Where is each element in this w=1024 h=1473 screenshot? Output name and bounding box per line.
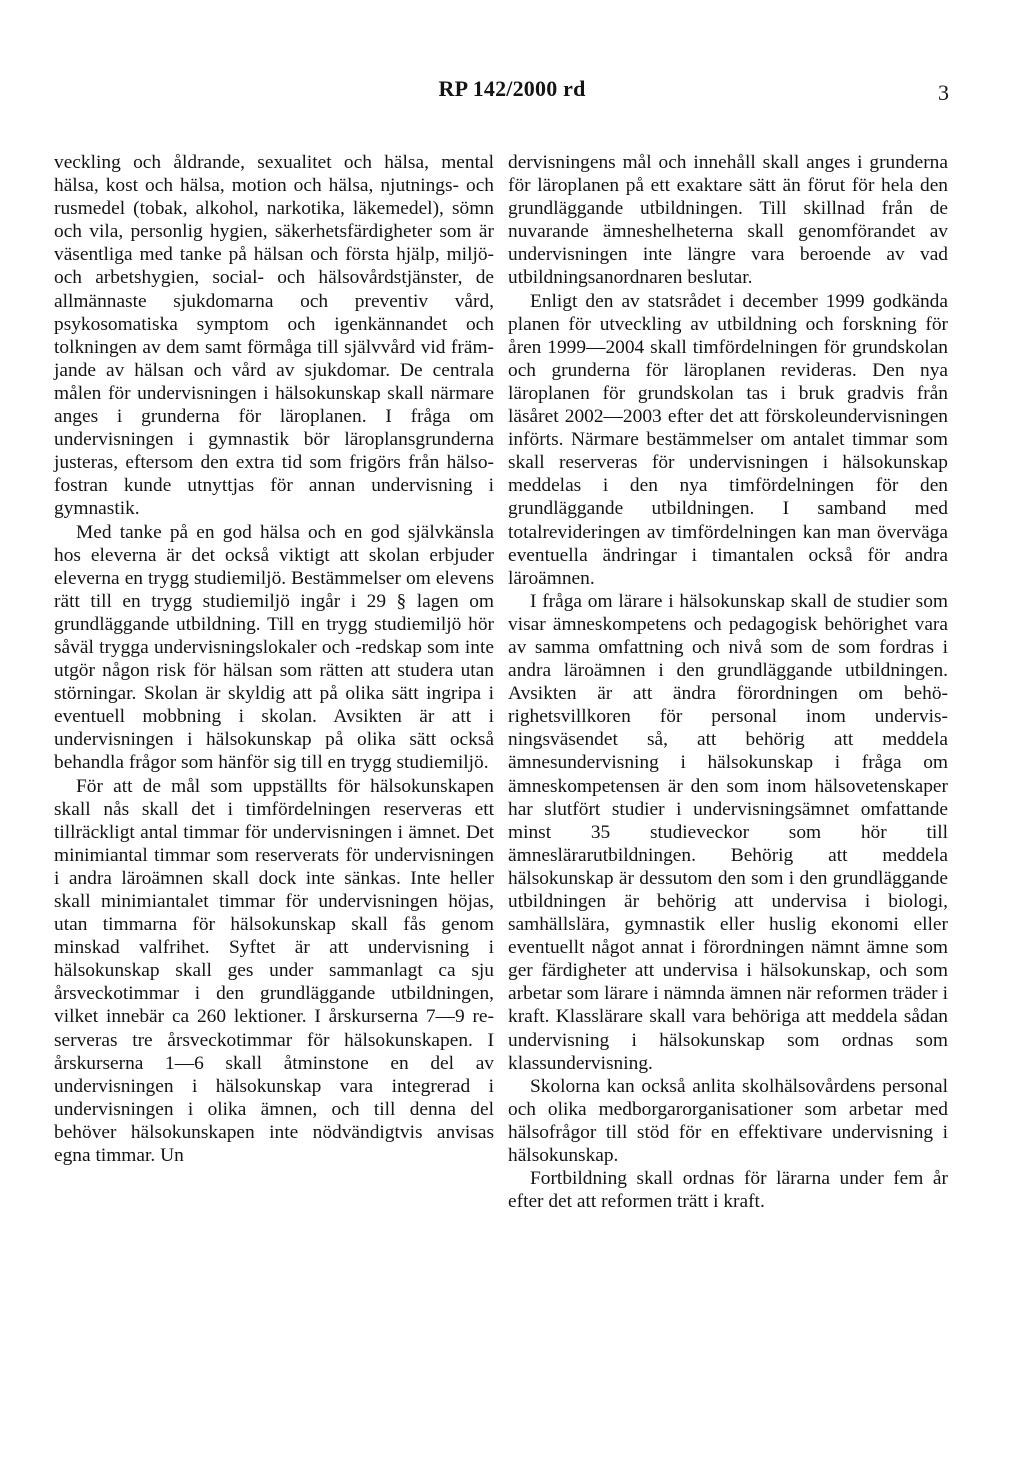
page-header: [0, 70, 1024, 110]
paragraph: Fortbildning skall ordnas för lärarna under fem år efter det att reformen trätt i kraft.: [508, 1168, 948, 1213]
paragraph: I fråga om lärare i hälsokunskap skall de studier som visar ämneskompetens och pedagogisk behörighet vara av samma omfattning och nivå som de som fordras i andra läroämnen i den grundläggande utbildningen. Avsikten är att ändra förordningen om behörighetsvillkoren för personal inom undervisningsväsendet så, att behörig att meddela ämnesundervisning i hälsokunskap i fråga om ämneskompetensen är den som inom hälsovetenskaper har slutfört studier i undervisningsämnet omfattande minst 35 studieveckor som hör till ämneslärarutbildningen. Behörig att meddela hälsokunskap är dessutom den som i den grundläggande utbildningen är behörig att undervisa i biologi, samhällslära, gymnastik eller huslig ekonomi eller eventuellt något annat i förordningen nämnt ämne som ger färdigheter att undervisa i hälsokunskap, och som arbetar som lärare i nämnda ämnen när reformen träder i kraft. Klasslärare skall vara behöriga att meddela sådan undervisning i hälsokunskap som ordnas som klassundervisning.: [508, 590, 948, 1074]
left-column: [54, 151, 494, 1167]
paragraph: För att de mål som uppställts för hälsokunskapen skall nås skall det i timfördelningen reserveras ett tillräckligt antal timmar för undervisningen i ämnet. Det minimiantal timmar som reserverats för undervisningen i andra läroämnen skall dock inte sänkas. Inte heller skall minimiantalet timmar för undervisningen höjas, utan timmarna för hälsokunskap skall fås genom minskad valfrihet. Syftet är att undervisning i hälsokunskap skall ges under sammanlagt ca sju årsveckotimmar i den grundläggande utbildningen, vilket innebär ca 260 lektioner. I årskurserna 7—9 reserveras tre årsveckotimmar för hälsokunskapen. I årskurserna 1—6 skall åtminstone en del av undervisningen i hälsokunskap vara integrerad i undervisningen i olika ämnen, och till denna del behöver hälsokunskapen inte nödvändigtvis anvisas egna timmar. Un: [54, 775, 494, 1167]
paragraph: Enligt den av statsrådet i december 1999 godkända planen för utveckling av utbildning och forskning för åren 1999—2004 skall timfördelningen för grundskolan och grunderna för läroplanen revideras. Den nya läroplanen för grundskolan tas i bruk gradvis från läsåret 2002—2003 efter det att förskoleundervisningen införts. Närmare bestämmelser om antalet timmar som skall reserveras för undervisningen i hälsokunskap meddelas i den nya timfördelningen för den grundläggande utbildningen. I samband med totalrevideringen av timfördelningen kan man överväga eventuella ändringar i timantalen också för andra läroämnen.: [508, 290, 948, 589]
paragraph-continuation: dervisningens mål och innehåll skall anges i grunderna för läroplanen på ett exaktare sätt än förut för hela den grundläggande utbildningen. Till skillnad från de nuvarande ämneshelheterna skall genomförandet av undervisningen inte längre vara beroende av vad utbildningsanordnaren beslutar.: [508, 152, 948, 289]
paragraph: Med tanke på en god hälsa och en god självkänsla hos eleverna är det också viktigt att skolan erbjuder eleverna en trygg studiemiljö. Bestämmelser om elevens rätt till en trygg studiemiljö ingår i 29 § lagen om grundläggande utbildning. Till en trygg studiemiljö hör såväl trygga undervisningslokaler och -redskap som inte utgör någon risk för hälsan som rätten att studera utan störningar. Skolan är skyldig att på olika sätt ingripa i eventuell mobbning i skolan. Avsikten är att i undervisningen i hälsokunskap på olika sätt också behandla frågor som hänför sig till en trygg studiemiljö.: [54, 521, 494, 774]
paragraph-continuation: veckling och åldrande, sexualitet och hälsa, mental hälsa, kost och hälsa, motion och hälsa, njutnings- och rusmedel (tobak, alkohol, narkotika, läkemedel), sömn och vila, personlig hygien, säkerhetsfärdigheter som är väsentliga med tanke på hälsan och första hjälp, miljö- och arbetshygien, social- och hälsovårdstjänster, de allmännaste sjukdomarna och preventiv vård, psykosomatiska symptom och igenkännandet och tolkningen av dem samt förmåga till självvård vid främjande av hälsan och vård av sjukdomar. De centrala målen för undervisningen i hälsokunskap skall närmare anges i grunderna för läroplanen. I fråga om undervisningen i gymnastik bör läroplansgrunderna justeras, eftersom den extra tid som frigörs från hälsofostran kunde utnyttjas för annan undervisning i gymnastik.: [54, 152, 494, 520]
document-reference: RP 142/2000 rd: [438, 76, 586, 101]
paragraph: Skolorna kan också anlita skolhälsovårdens personal och olika medborgarorganisationer som arbetar med hälsofrågor till stöd för en effektivare undervisning i hälsokunskap.: [508, 1075, 948, 1167]
right-column: [508, 151, 948, 1213]
page-number: 3: [938, 80, 949, 105]
